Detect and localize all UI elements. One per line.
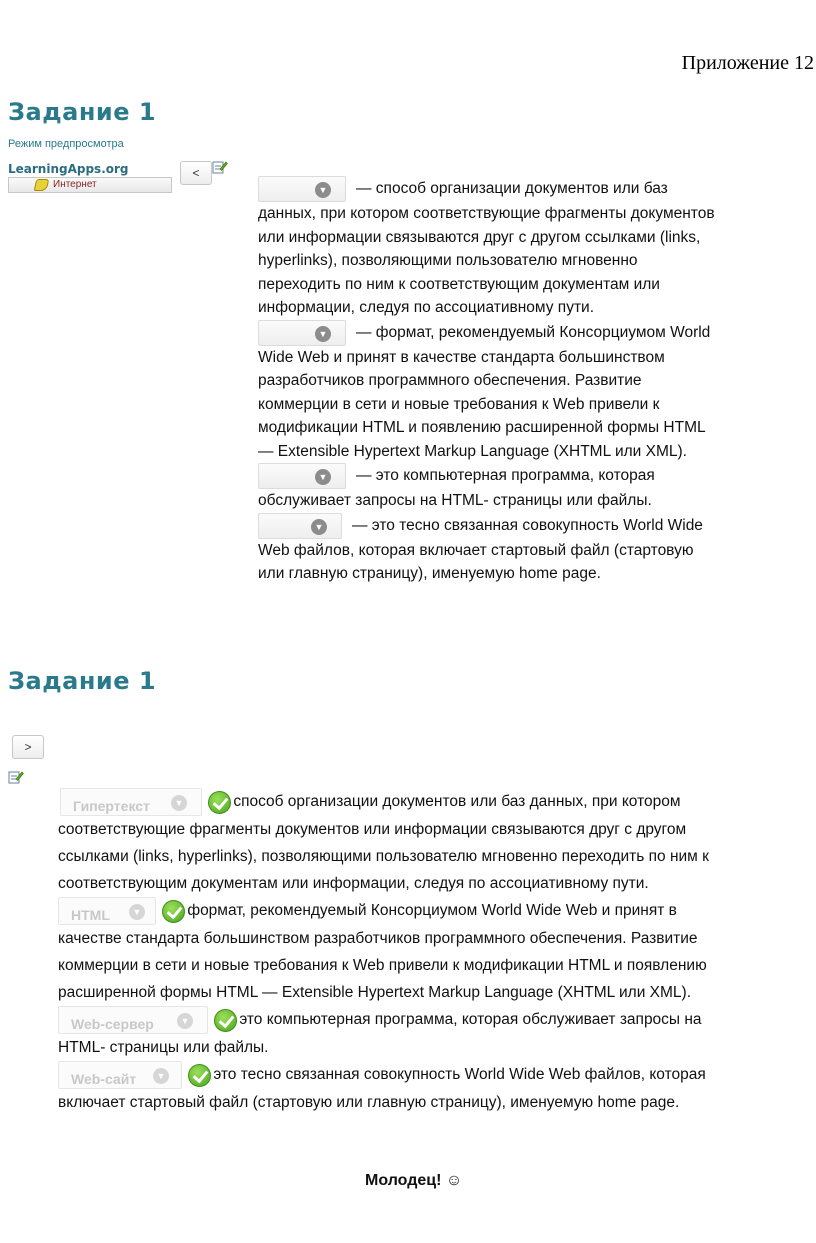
answer-dropdown[interactable] bbox=[258, 513, 342, 539]
tab-label: Интернет bbox=[53, 179, 97, 190]
exercise-item: ▼ — способ организации документов или баз данных, при котором соответствующие фрагменты документов или информации связываются друг с другом ссылками (links, hyperlinks), позволяющими пользователю мгновенно переходить по ним к соответствующим документам или информации, следуя по ассоциативному пути. bbox=[258, 176, 788, 320]
answer-dropdown[interactable]: Web-сервер ▼ bbox=[58, 1006, 208, 1034]
chevron-down-icon: ▼ bbox=[315, 469, 331, 485]
exercise-item: ▼ — формат, рекомендуемый Консорциумом World Wide Web и принят в качестве стандарта большинством разработчиков программного обеспечения. Развитие коммерции в сети и новые требования к Web привели к модификации HTML и появлению расширенной формы HTML — Extensible Hypertext Markup Language (XHTML или XML). bbox=[258, 320, 788, 464]
answer-dropdown[interactable] bbox=[258, 320, 346, 346]
forward-button[interactable]: > bbox=[12, 735, 44, 759]
result-item: Web-сайт ▼ это тесно связанная совокупность World Wide Web файлов, которая включает стартовый файл (стартовую или главную страницу), именуемую home page. bbox=[58, 1061, 798, 1116]
result-text bbox=[58, 788, 798, 1116]
chevron-down-icon: ▼ bbox=[171, 795, 187, 811]
chevron-down-icon: ▼ bbox=[177, 1013, 193, 1029]
answer-dropdown[interactable] bbox=[258, 176, 346, 202]
chevron-down-icon: ▼ bbox=[315, 182, 331, 198]
tab-internet[interactable] bbox=[8, 177, 172, 193]
brand-logo: LearningApps.org bbox=[8, 162, 129, 176]
result-item: Гипертекст ▼ способ организации документов или баз данных, при котором соответствующие фрагменты документов или информации связываются друг с другом ссылками (links, hyperlinks), позволяющими пользователю мгновенно переходить по ним к соответствующим документам или информации, следуя по ассоциативному пути. bbox=[58, 788, 798, 897]
back-button[interactable]: < bbox=[180, 161, 212, 185]
answer-dropdown[interactable]: Web-сайт ▼ bbox=[58, 1061, 182, 1089]
task-title: Задание 1 bbox=[8, 98, 157, 126]
exercise-item: ▼ — это компьютерная программа, которая обслуживает запросы на HTML- страницы или файлы. bbox=[258, 463, 788, 513]
exercise-item: ▼ — это тесно связанная совокупность World Wide Web файлов, которая включает стартовый файл (стартовую или главную страницу), именуемую home page. bbox=[258, 513, 788, 586]
chevron-down-icon: ▼ bbox=[129, 904, 145, 920]
check-circle-icon bbox=[214, 1009, 237, 1032]
chevron-down-icon: ▼ bbox=[315, 326, 331, 342]
check-circle-icon bbox=[188, 1064, 211, 1087]
answer-dropdown[interactable] bbox=[258, 463, 346, 489]
edit-note-icon[interactable] bbox=[8, 770, 24, 784]
check-circle-icon bbox=[162, 900, 185, 923]
answer-dropdown[interactable]: HTML ▼ bbox=[58, 897, 156, 925]
chevron-down-icon: ▼ bbox=[153, 1068, 169, 1084]
edit-note-icon[interactable] bbox=[212, 160, 228, 174]
check-circle-icon bbox=[208, 791, 231, 814]
chevron-down-icon: ▼ bbox=[311, 519, 327, 535]
answer-dropdown[interactable]: Гипертекст ▼ bbox=[60, 788, 202, 816]
task-title: Задание 1 bbox=[8, 667, 157, 695]
appendix-label: Приложение 12 bbox=[681, 52, 814, 74]
result-item: Web-сервер ▼ это компьютерная программа, которая обслуживает запросы на HTML- страницы или файлы. bbox=[58, 1006, 798, 1061]
folder-icon bbox=[34, 179, 50, 191]
exercise-text bbox=[258, 176, 788, 586]
preview-mode-label: Режим предпросмотра bbox=[8, 138, 124, 150]
result-message: Молодец! ☺ bbox=[365, 1172, 463, 1189]
result-item: HTML ▼ формат, рекомендуемый Консорциумом World Wide Web и принят в качестве стандарта большинством разработчиков программного обеспечения. Развитие коммерции в сети и новые требования к Web привели к модификации HTML и появлению расширенной формы HTML — Extensible Hypertext Markup Language (XHTML или XML). bbox=[58, 897, 798, 1006]
